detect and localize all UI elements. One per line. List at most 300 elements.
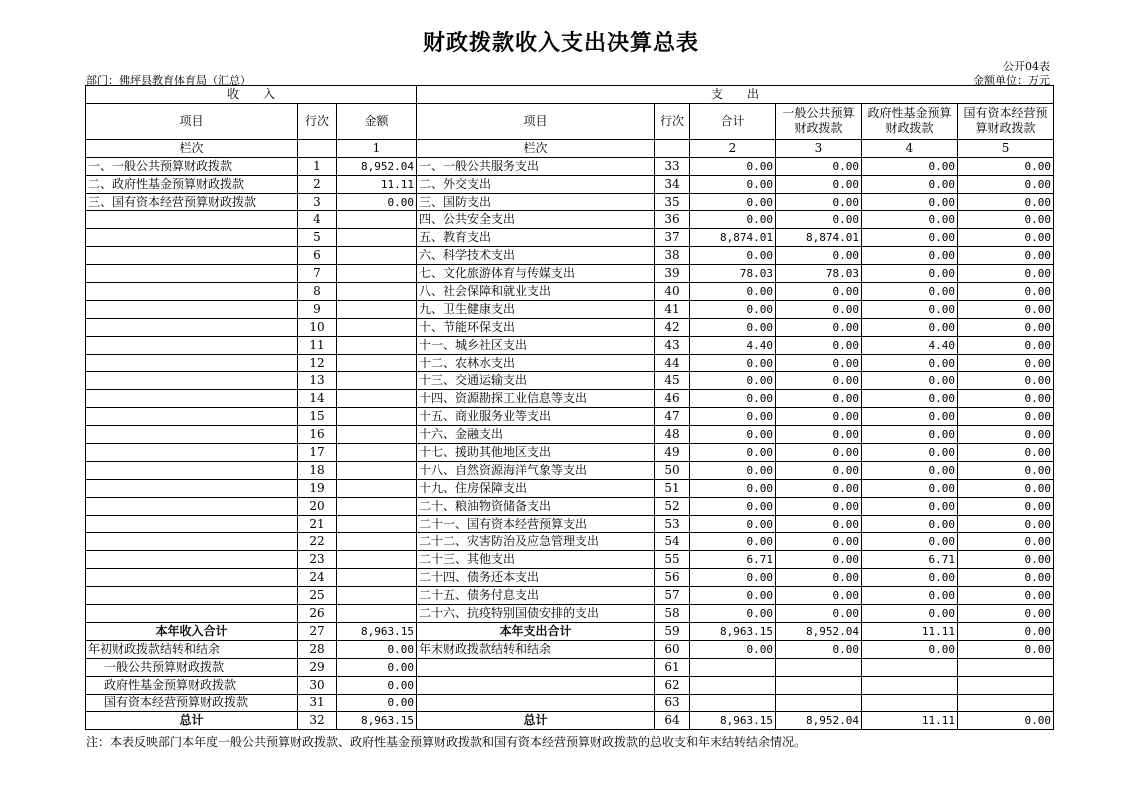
fund-cell	[862, 676, 958, 694]
table-row	[86, 479, 1054, 497]
income-row-no-cell: 25	[298, 587, 337, 605]
fund-cell: 0.00	[862, 569, 958, 587]
fund-cell: 0.00	[862, 497, 958, 515]
general-cell	[776, 658, 862, 676]
income-amount-cell	[337, 569, 417, 587]
income-amount-cell: 0.00	[337, 676, 417, 694]
amount-unit: 金额单位：万元	[973, 74, 1050, 87]
income-row-no-cell: 4	[298, 211, 337, 229]
income-amount-cell	[337, 605, 417, 623]
income-row-no-cell: 31	[298, 694, 337, 712]
general-cell	[776, 676, 862, 694]
income-row-no-cell: 17	[298, 444, 337, 462]
income-row-no-cell: 10	[298, 318, 337, 336]
income-row-no-cell: 28	[298, 640, 337, 658]
table-row	[86, 497, 1054, 515]
table-row	[86, 444, 1054, 462]
income-item-cell	[86, 605, 298, 623]
total-cell: 0.00	[690, 640, 776, 658]
state-cell: 0.00	[958, 444, 1054, 462]
total-cell: 8,963.15	[690, 622, 776, 640]
table-row	[86, 676, 1054, 694]
general-cell: 0.00	[776, 193, 862, 211]
income-item-cell	[86, 300, 298, 318]
total-cell: 0.00	[690, 175, 776, 193]
total-cell: 8,874.01	[690, 229, 776, 247]
expense-item-cell: 十二、农林水支出	[417, 354, 655, 372]
total-cell: 0.00	[690, 318, 776, 336]
table-row	[86, 211, 1054, 229]
income-item-cell	[86, 461, 298, 479]
income-amount-cell	[337, 497, 417, 515]
income-row-no-cell: 19	[298, 479, 337, 497]
total-cell: 0.00	[690, 497, 776, 515]
col-index-4: 4	[862, 139, 958, 157]
income-amount-cell	[337, 461, 417, 479]
income-row-no-cell: 27	[298, 622, 337, 640]
income-amount-cell	[337, 444, 417, 462]
income-row-no-cell: 7	[298, 265, 337, 283]
fund-cell: 0.00	[862, 461, 958, 479]
general-cell	[776, 694, 862, 712]
expense-row-no-cell: 57	[655, 587, 690, 605]
income-section-header: 收 入	[86, 86, 417, 104]
expense-item-cell: 十九、住房保障支出	[417, 479, 655, 497]
expense-row-no-cell: 35	[655, 193, 690, 211]
expense-row-no-cell: 49	[655, 444, 690, 462]
total-cell	[690, 658, 776, 676]
col-header-total: 合计	[690, 103, 776, 139]
expense-row-no-cell: 61	[655, 658, 690, 676]
income-amount-cell	[337, 408, 417, 426]
expense-item-cell: 八、社会保障和就业支出	[417, 283, 655, 301]
fund-cell: 0.00	[862, 408, 958, 426]
income-amount-cell	[337, 283, 417, 301]
income-amount-cell	[337, 479, 417, 497]
general-cell: 0.00	[776, 479, 862, 497]
income-item-cell: 政府性基金预算财政拨款	[86, 676, 298, 694]
general-cell: 0.00	[776, 515, 862, 533]
table-row	[86, 247, 1054, 265]
state-cell: 0.00	[958, 479, 1054, 497]
income-amount-cell	[337, 390, 417, 408]
expense-row-no-cell: 46	[655, 390, 690, 408]
col-header-income-row-no: 行次	[298, 103, 337, 139]
expense-item-cell: 十三、交通运输支出	[417, 372, 655, 390]
expense-item-cell: 二十六、抗疫特别国债安排的支出	[417, 605, 655, 623]
income-amount-cell: 11.11	[337, 175, 417, 193]
income-amount-cell	[337, 354, 417, 372]
total-cell: 0.00	[690, 569, 776, 587]
fund-cell: 0.00	[862, 193, 958, 211]
fund-cell: 0.00	[862, 175, 958, 193]
expense-item-cell: 九、卫生健康支出	[417, 300, 655, 318]
total-cell: 0.00	[690, 157, 776, 175]
income-amount-cell: 8,963.15	[337, 712, 417, 730]
income-amount-cell	[337, 515, 417, 533]
fund-cell: 0.00	[862, 318, 958, 336]
expense-row-no-cell: 58	[655, 605, 690, 623]
col-index-5: 5	[958, 139, 1054, 157]
expense-item-cell: 二十三、其他支出	[417, 551, 655, 569]
income-amount-cell: 0.00	[337, 694, 417, 712]
expense-item-cell: 总计	[417, 712, 655, 730]
expense-row-no-cell: 64	[655, 712, 690, 730]
income-item-cell	[86, 408, 298, 426]
expense-item-cell: 二十一、国有资本经营预算支出	[417, 515, 655, 533]
general-cell: 0.00	[776, 336, 862, 354]
total-cell: 0.00	[690, 193, 776, 211]
income-row-no-cell: 21	[298, 515, 337, 533]
income-amount-cell	[337, 211, 417, 229]
table-row	[86, 712, 1054, 730]
fund-cell: 4.40	[862, 336, 958, 354]
income-item-cell: 年初财政拨款结转和结余	[86, 640, 298, 658]
expense-row-no-cell: 38	[655, 247, 690, 265]
general-cell: 0.00	[776, 640, 862, 658]
fund-cell: 0.00	[862, 515, 958, 533]
income-row-no-cell: 3	[298, 193, 337, 211]
expense-section-header: 支 出	[417, 86, 1054, 104]
column-index-row	[86, 139, 1054, 157]
income-row-no-cell: 16	[298, 426, 337, 444]
table-row	[86, 300, 1054, 318]
income-item-cell	[86, 354, 298, 372]
income-row-no-cell: 24	[298, 569, 337, 587]
fund-cell: 0.00	[862, 640, 958, 658]
fund-cell: 0.00	[862, 372, 958, 390]
general-cell: 0.00	[776, 533, 862, 551]
fund-cell: 0.00	[862, 247, 958, 265]
table-row	[86, 640, 1054, 658]
budget-summary-table	[85, 85, 1054, 730]
table-number: 公开04表	[1003, 60, 1050, 73]
expense-item-cell: 二十二、灾害防治及应急管理支出	[417, 533, 655, 551]
expense-item-cell	[417, 694, 655, 712]
expense-row-no-cell: 51	[655, 479, 690, 497]
income-row-no-cell: 8	[298, 283, 337, 301]
income-amount-cell	[337, 426, 417, 444]
general-cell: 0.00	[776, 426, 862, 444]
income-item-cell	[86, 587, 298, 605]
expense-item-cell: 年末财政拨款结转和结余	[417, 640, 655, 658]
table-row	[86, 658, 1054, 676]
col-header-income-item: 项目	[86, 103, 298, 139]
fund-cell: 0.00	[862, 283, 958, 301]
table-row	[86, 372, 1054, 390]
expense-row-no-cell: 37	[655, 229, 690, 247]
state-cell: 0.00	[958, 605, 1054, 623]
income-amount-cell	[337, 318, 417, 336]
income-amount-cell: 0.00	[337, 193, 417, 211]
fund-cell: 11.11	[862, 712, 958, 730]
income-item-cell: 本年收入合计	[86, 622, 298, 640]
general-cell: 0.00	[776, 175, 862, 193]
table-row	[86, 193, 1054, 211]
income-item-cell: 二、政府性基金预算财政拨款	[86, 175, 298, 193]
income-item-cell	[86, 211, 298, 229]
fund-cell: 0.00	[862, 444, 958, 462]
report-title: 财政拨款收入支出决算总表	[422, 30, 699, 56]
expense-item-cell: 二十五、债务付息支出	[417, 587, 655, 605]
expense-item-cell: 三、国防支出	[417, 193, 655, 211]
state-cell: 0.00	[958, 265, 1054, 283]
table-row	[86, 533, 1054, 551]
income-item-cell: 一、一般公共预算财政拨款	[86, 157, 298, 175]
total-cell: 78.03	[690, 265, 776, 283]
income-amount-cell	[337, 551, 417, 569]
state-cell: 0.00	[958, 408, 1054, 426]
state-cell: 0.00	[958, 461, 1054, 479]
expense-row-no-cell: 56	[655, 569, 690, 587]
table-row	[86, 175, 1054, 193]
state-cell	[958, 694, 1054, 712]
table-row	[86, 229, 1054, 247]
income-item-cell	[86, 283, 298, 301]
expense-item-cell: 二十、粮油物资储备支出	[417, 497, 655, 515]
general-cell: 0.00	[776, 551, 862, 569]
col-index-2: 2	[690, 139, 776, 157]
income-amount-cell: 0.00	[337, 640, 417, 658]
total-cell: 0.00	[690, 300, 776, 318]
total-cell: 0.00	[690, 605, 776, 623]
expense-row-no-cell: 59	[655, 622, 690, 640]
income-row-no-cell: 22	[298, 533, 337, 551]
total-cell: 0.00	[690, 533, 776, 551]
income-item-cell: 国有资本经营预算财政拨款	[86, 694, 298, 712]
general-cell: 8,952.04	[776, 712, 862, 730]
general-cell: 0.00	[776, 587, 862, 605]
expense-item-cell: 本年支出合计	[417, 622, 655, 640]
general-cell: 0.00	[776, 354, 862, 372]
expense-item-cell: 五、教育支出	[417, 229, 655, 247]
expense-item-cell: 四、公共安全支出	[417, 211, 655, 229]
expense-row-no-cell: 62	[655, 676, 690, 694]
general-cell: 8,952.04	[776, 622, 862, 640]
fund-cell: 0.00	[862, 157, 958, 175]
expense-row-no-cell: 47	[655, 408, 690, 426]
income-row-no-cell: 1	[298, 157, 337, 175]
general-cell: 0.00	[776, 211, 862, 229]
general-cell: 0.00	[776, 444, 862, 462]
expense-row-no-cell: 40	[655, 283, 690, 301]
fund-cell: 0.00	[862, 605, 958, 623]
income-row-no-cell: 32	[298, 712, 337, 730]
expense-item-cell: 十一、城乡社区支出	[417, 336, 655, 354]
general-cell: 0.00	[776, 605, 862, 623]
table-row	[86, 515, 1054, 533]
table-row	[86, 426, 1054, 444]
col-index-3: 3	[776, 139, 862, 157]
state-cell: 0.00	[958, 229, 1054, 247]
state-cell: 0.00	[958, 497, 1054, 515]
state-cell: 0.00	[958, 515, 1054, 533]
state-cell: 0.00	[958, 426, 1054, 444]
table-row	[86, 569, 1054, 587]
fund-cell: 0.00	[862, 211, 958, 229]
col-index-1: 1	[337, 139, 417, 157]
state-cell: 0.00	[958, 336, 1054, 354]
total-cell: 0.00	[690, 390, 776, 408]
table-row	[86, 354, 1054, 372]
fund-cell: 0.00	[862, 300, 958, 318]
income-amount-cell: 0.00	[337, 658, 417, 676]
income-row-no-cell: 26	[298, 605, 337, 623]
col-index-expense-label: 栏次	[417, 139, 655, 157]
expense-item-cell: 十、节能环保支出	[417, 318, 655, 336]
expense-item-cell: 十四、资源勘探工业信息等支出	[417, 390, 655, 408]
expense-row-no-cell: 42	[655, 318, 690, 336]
table-row	[86, 390, 1054, 408]
state-cell	[958, 676, 1054, 694]
expense-item-cell: 七、文化旅游体育与传媒支出	[417, 265, 655, 283]
income-row-no-cell: 11	[298, 336, 337, 354]
expense-row-no-cell: 52	[655, 497, 690, 515]
general-cell: 8,874.01	[776, 229, 862, 247]
total-cell: 0.00	[690, 444, 776, 462]
state-cell: 0.00	[958, 533, 1054, 551]
expense-item-cell: 六、科学技术支出	[417, 247, 655, 265]
general-cell: 0.00	[776, 372, 862, 390]
income-amount-cell	[337, 372, 417, 390]
expense-row-no-cell: 53	[655, 515, 690, 533]
col-index-empty	[298, 139, 337, 157]
income-row-no-cell: 12	[298, 354, 337, 372]
expense-row-no-cell: 36	[655, 211, 690, 229]
fund-cell: 0.00	[862, 229, 958, 247]
section-header-row	[86, 86, 1054, 104]
expense-item-cell	[417, 658, 655, 676]
expense-row-no-cell: 50	[655, 461, 690, 479]
expense-item-cell: 一、一般公共服务支出	[417, 157, 655, 175]
income-amount-cell: 8,952.04	[337, 157, 417, 175]
income-item-cell	[86, 479, 298, 497]
income-row-no-cell: 5	[298, 229, 337, 247]
income-item-cell	[86, 444, 298, 462]
total-cell: 0.00	[690, 408, 776, 426]
state-cell: 0.00	[958, 354, 1054, 372]
fund-cell: 0.00	[862, 587, 958, 605]
table-row	[86, 318, 1054, 336]
general-cell: 0.00	[776, 390, 862, 408]
expense-item-cell: 十五、商业服务业等支出	[417, 408, 655, 426]
state-cell: 0.00	[958, 157, 1054, 175]
state-cell	[958, 658, 1054, 676]
total-cell: 8,963.15	[690, 712, 776, 730]
total-cell: 4.40	[690, 336, 776, 354]
income-amount-cell	[337, 247, 417, 265]
state-cell: 0.00	[958, 372, 1054, 390]
income-row-no-cell: 14	[298, 390, 337, 408]
expense-row-no-cell: 33	[655, 157, 690, 175]
fund-cell	[862, 694, 958, 712]
income-amount-cell	[337, 587, 417, 605]
income-amount-cell	[337, 229, 417, 247]
expense-row-no-cell: 63	[655, 694, 690, 712]
table-row	[86, 587, 1054, 605]
expense-item-cell: 十八、自然资源海洋气象等支出	[417, 461, 655, 479]
income-row-no-cell: 20	[298, 497, 337, 515]
income-amount-cell	[337, 300, 417, 318]
total-cell: 0.00	[690, 587, 776, 605]
total-cell: 0.00	[690, 354, 776, 372]
fund-cell: 0.00	[862, 479, 958, 497]
income-amount-cell	[337, 533, 417, 551]
total-cell: 0.00	[690, 283, 776, 301]
general-cell: 0.00	[776, 318, 862, 336]
income-item-cell	[86, 551, 298, 569]
general-cell: 0.00	[776, 247, 862, 265]
total-cell: 6.71	[690, 551, 776, 569]
expense-item-cell: 十七、援助其他地区支出	[417, 444, 655, 462]
column-header-row	[86, 103, 1054, 139]
state-cell: 0.00	[958, 175, 1054, 193]
general-cell: 78.03	[776, 265, 862, 283]
expense-row-no-cell: 45	[655, 372, 690, 390]
state-cell: 0.00	[958, 300, 1054, 318]
income-amount-cell	[337, 265, 417, 283]
state-cell: 0.00	[958, 247, 1054, 265]
state-cell: 0.00	[958, 712, 1054, 730]
table-row	[86, 157, 1054, 175]
table-row	[86, 694, 1054, 712]
income-row-no-cell: 2	[298, 175, 337, 193]
table-row	[86, 461, 1054, 479]
total-cell	[690, 676, 776, 694]
department-label: 部门：佛坪县教育体育局（汇总）	[86, 74, 251, 87]
state-cell: 0.00	[958, 318, 1054, 336]
income-row-no-cell: 9	[298, 300, 337, 318]
fund-cell: 6.71	[862, 551, 958, 569]
income-row-no-cell: 13	[298, 372, 337, 390]
income-amount-cell: 8,963.15	[337, 622, 417, 640]
income-item-cell: 三、国有资本经营预算财政拨款	[86, 193, 298, 211]
col-header-general: 一般公共预算财政拨款	[776, 103, 862, 139]
total-cell: 0.00	[690, 515, 776, 533]
state-cell: 0.00	[958, 587, 1054, 605]
state-cell: 0.00	[958, 622, 1054, 640]
income-row-no-cell: 15	[298, 408, 337, 426]
general-cell: 0.00	[776, 408, 862, 426]
total-cell: 0.00	[690, 372, 776, 390]
income-item-cell	[86, 569, 298, 587]
expense-row-no-cell: 54	[655, 533, 690, 551]
state-cell: 0.00	[958, 283, 1054, 301]
expense-row-no-cell: 44	[655, 354, 690, 372]
fund-cell: 0.00	[862, 533, 958, 551]
state-cell: 0.00	[958, 193, 1054, 211]
table-row	[86, 408, 1054, 426]
expense-row-no-cell: 60	[655, 640, 690, 658]
fund-cell	[862, 658, 958, 676]
expense-item-cell: 二、外交支出	[417, 175, 655, 193]
col-header-expense-item: 项目	[417, 103, 655, 139]
table-row	[86, 551, 1054, 569]
state-cell: 0.00	[958, 390, 1054, 408]
fund-cell: 11.11	[862, 622, 958, 640]
table-row	[86, 605, 1054, 623]
income-item-cell	[86, 515, 298, 533]
income-row-no-cell: 30	[298, 676, 337, 694]
footnote: 注：本表反映部门本年度一般公共预算财政拨款、政府性基金预算财政拨款和国有资本经营预算财政拨款的总收支和年末结转结余情况。	[86, 735, 807, 749]
expense-item-cell	[417, 676, 655, 694]
income-item-cell: 一般公共预算财政拨款	[86, 658, 298, 676]
income-item-cell	[86, 318, 298, 336]
expense-row-no-cell: 55	[655, 551, 690, 569]
fund-cell: 0.00	[862, 265, 958, 283]
income-item-cell	[86, 372, 298, 390]
income-row-no-cell: 23	[298, 551, 337, 569]
